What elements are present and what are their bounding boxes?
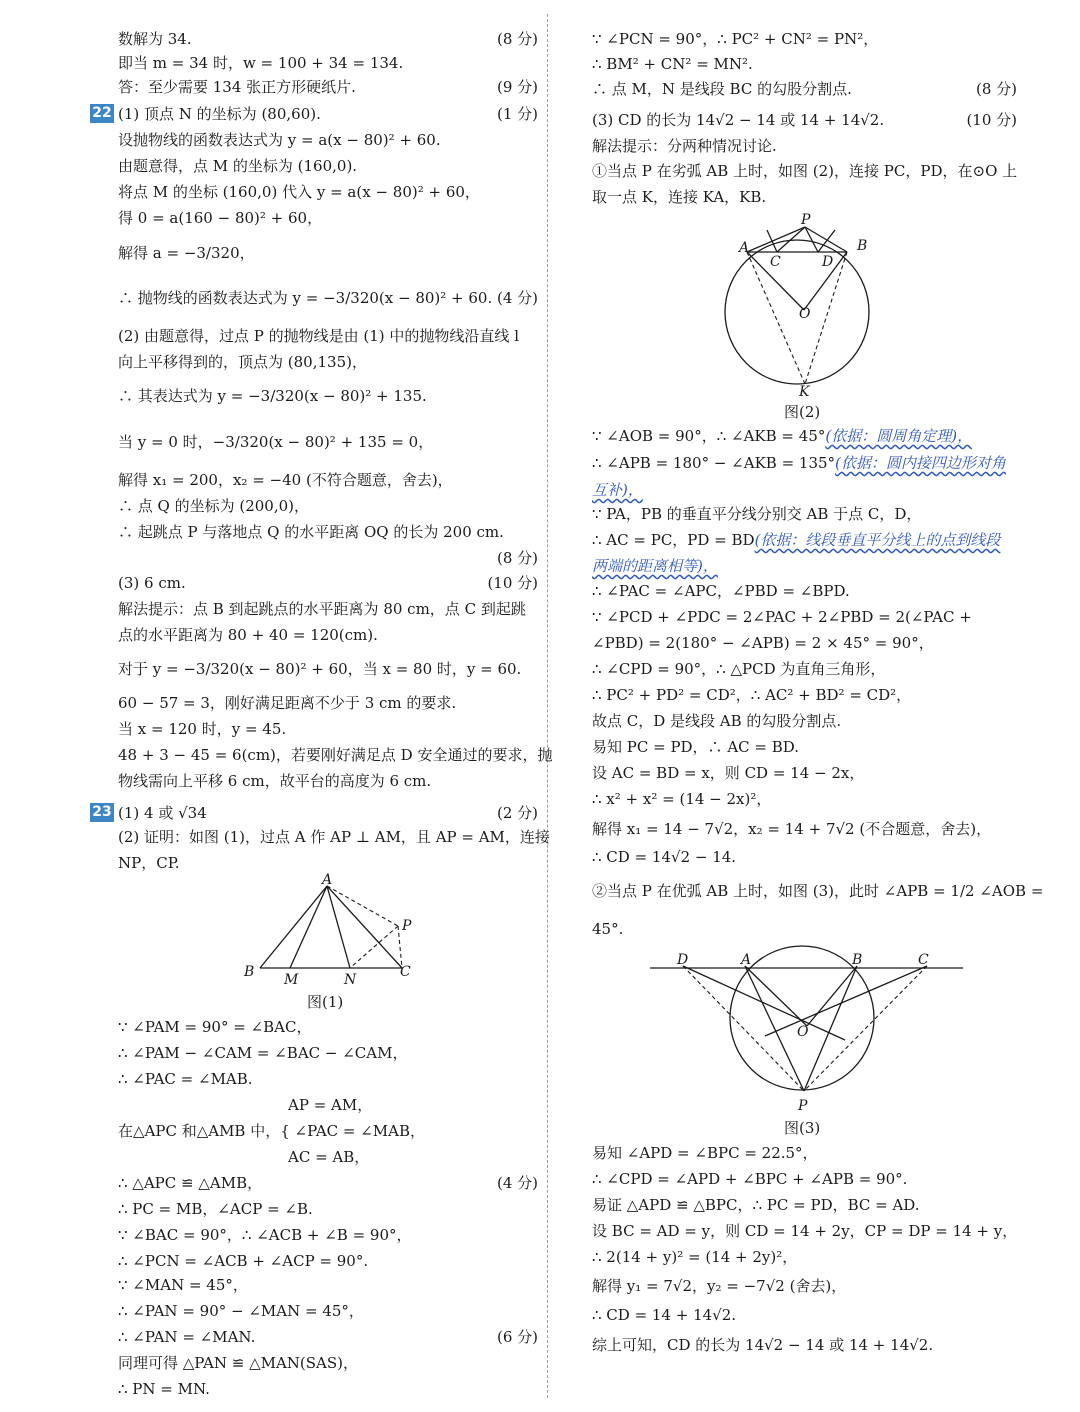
left-line-text: ∵ ∠MAN = 45°， [118, 1276, 248, 1294]
fig2-label-K: K [799, 384, 810, 400]
left-line-text: 解法提示：点 B 到起跳点的水平距离为 80 cm，点 C 到起跳 [118, 600, 526, 618]
left-line-text: (1) 4 或 √34 [118, 804, 207, 822]
left-line-text: 同理可得 △PAN ≌ △MAN(SAS)， [118, 1354, 359, 1372]
right-line [592, 425, 1017, 447]
left-line-text: (3) 6 cm. [118, 574, 186, 592]
right-line-text: 设 AC = BD = x，则 CD = 14 − 2x， [592, 764, 865, 782]
right-line-text: 解法提示：分两种情况讨论. [592, 137, 777, 155]
right-line-text: ∠PBD) = 2(180° − ∠APB) = 2 × 45° = 90°， [592, 634, 934, 652]
right-line-text: 取一点 K，连接 KA，KB. [592, 188, 767, 206]
left-line-text: 当 x = 120 时，y = 45. [118, 720, 287, 738]
left-line-text: 60 − 57 = 3，刚好满足距离不少于 3 cm 的要求. [118, 694, 457, 712]
right-line [592, 606, 1017, 628]
fig3-label-O: O [797, 1024, 809, 1040]
right-line-text: ∵ ∠PCD + ∠PDC = 2∠PAC + 2∠PBD = 2(∠PAC + [592, 608, 972, 626]
right-line-text: 解得 y₁ = 7√2，y₂ = −7√2 (舍去)， [592, 1277, 847, 1295]
left-line [118, 1352, 538, 1374]
left-line-text: (2) 由题意得，过点 P 的抛物线是由 (1) 中的抛物线沿直线 l [118, 327, 519, 345]
left-line [118, 287, 538, 309]
fig2-label-C: C [770, 254, 781, 270]
left-line-text: 数解为 34. [118, 30, 192, 48]
left-line [118, 852, 538, 874]
handwritten-note: (依据：线段垂直平分线上的点到线段 [754, 531, 1001, 549]
left-line [118, 826, 550, 848]
right-line-text: 故点 C，D 是线段 AB 的勾股分割点. [592, 712, 842, 730]
right-line-text: ②当点 P 在优弧 AB 上时，如图 (3)，此时 ∠APB = 1/2 ∠AOB = [592, 882, 1044, 900]
left-line [118, 495, 538, 517]
right-line [592, 788, 1017, 810]
left-line-text: 48 + 3 − 45 = 6(cm)，若要刚好满足点 D 安全通过的要求，抛 [118, 746, 553, 764]
left-line [118, 351, 538, 373]
score-mark: (10 分) [966, 111, 1017, 129]
right-line-text: ①当点 P 在劣弧 AB 上时，如图 (2)，连接 PC，PD，在⊙O 上 [592, 162, 1018, 180]
left-line [118, 1016, 538, 1038]
right-line-text: ∵ PA，PB 的垂直平分线分别交 AB 于点 C，D， [592, 505, 922, 523]
left-line [118, 431, 538, 453]
left-line [118, 547, 538, 569]
right-line-text: (3) CD 的长为 14√2 − 14 或 14 + 14√2. [592, 111, 885, 129]
right-line [592, 529, 1017, 551]
fig1-label-C: C [400, 964, 411, 980]
right-line [592, 160, 1017, 182]
handwritten-note: (依据：圆内接四边形对角 [835, 454, 1006, 472]
score-mark: (8 分) [496, 30, 538, 48]
left-line [118, 1198, 538, 1220]
left-line-text: ∴ 抛物线的函数表达式为 y = −3/320(x − 80)² + 60. [118, 289, 493, 307]
right-line [592, 918, 1017, 940]
left-line-text: ∴ 点 Q 的坐标为 (200,0)， [118, 497, 310, 515]
right-line [592, 53, 1017, 75]
score-mark: (4 分) [496, 1174, 538, 1192]
figure-1-caption: 图(1) [307, 993, 344, 1011]
score-mark: (4 分) [496, 289, 538, 307]
left-line [118, 658, 538, 680]
question-number-badge: 22 [90, 104, 114, 123]
left-line-text: ∴ PC = MB，∠ACP = ∠B. [118, 1200, 313, 1218]
left-line [118, 155, 538, 177]
right-line [592, 452, 1017, 474]
left-line-text: 将点 M 的坐标 (160,0) 代入 y = a(x − 80)² + 60， [118, 183, 480, 201]
right-line-text: ∴ ∠CPD = 90°，∴ △PCD 为直角三角形， [592, 660, 886, 678]
fig1-label-M: M [284, 972, 299, 988]
right-line-text: ∴ 点 M，N 是线段 BC 的勾股分割点. [592, 80, 852, 98]
score-mark: (9 分) [496, 78, 538, 96]
right-line [592, 580, 1017, 602]
left-line-text: ∴ ∠PAM − ∠CAM = ∠BAC − ∠CAM， [118, 1044, 408, 1062]
left-line-text: 物线需向上平移 6 cm，故平台的高度为 6 cm. [118, 772, 432, 790]
right-line-text: ∴ ∠APB = 180° − ∠AKB = 135° [592, 454, 836, 472]
right-line-text: ∴ ∠CPD = ∠APD + ∠BPC + ∠APB = 90°. [592, 1170, 908, 1188]
right-line-text: ∴ ∠PAC = ∠APC，∠PBD = ∠BPD. [592, 582, 850, 600]
right-line [592, 109, 1017, 131]
left-line [118, 385, 538, 407]
fig1-label-B: B [244, 964, 255, 980]
left-line-text: 对于 y = −3/320(x − 80)² + 60，当 x = 80 时，y = 60. [118, 660, 522, 678]
left-line [118, 1094, 538, 1116]
right-line-text: 易知 ∠APD = ∠BPC = 22.5°， [592, 1144, 818, 1162]
left-line [118, 1224, 538, 1246]
score-mark: (10 分) [487, 574, 538, 592]
left-line [118, 624, 538, 646]
left-line [118, 52, 538, 74]
right-line [592, 1304, 1017, 1326]
right-line-text: ∴ PC² + PD² = CD²，∴ AC² + BD² = CD²， [592, 686, 912, 704]
left-line [118, 770, 538, 792]
figure-3-caption: 图(3) [784, 1119, 821, 1137]
left-line-text: AC = AB， [288, 1148, 370, 1166]
left-line-text: 由题意得，点 M 的坐标为 (160,0). [118, 157, 358, 175]
left-line [118, 1146, 538, 1168]
right-line-text: 易知 PC = PD，∴ AC = BD. [592, 738, 800, 756]
left-line [118, 129, 538, 151]
left-line [92, 103, 538, 125]
right-line [592, 1275, 1017, 1297]
right-line [592, 1194, 1017, 1216]
fig2-label-B: B [857, 238, 868, 254]
score-mark: (1 分) [496, 105, 538, 123]
left-line [118, 1326, 538, 1348]
right-line [592, 555, 1017, 577]
fig3-label-D: D [677, 952, 689, 968]
left-line [118, 76, 538, 98]
left-line [118, 1274, 538, 1296]
fig3-label-B: B [852, 952, 863, 968]
fig3-label-C: C [918, 952, 929, 968]
score-mark: (8 分) [496, 549, 538, 567]
left-line-text: 即当 m = 34 时，w = 100 + 34 = 134. [118, 54, 404, 72]
right-line-text: ∴ AC = PC，PD = BD [592, 531, 755, 549]
left-line-text: 当 y = 0 时，−3/320(x − 80)² + 135 = 0， [118, 433, 434, 451]
right-line-text: ∴ CD = 14√2 − 14. [592, 848, 737, 866]
left-line [118, 325, 538, 347]
question-number-badge: 23 [90, 803, 114, 822]
right-line [592, 846, 1017, 868]
right-line [592, 135, 1017, 157]
right-line [592, 78, 1017, 100]
right-line [592, 658, 1017, 680]
left-line-text: ∴ △APC ≌ △AMB， [118, 1174, 263, 1192]
left-line-text: AP = AM， [288, 1096, 373, 1114]
left-line [118, 572, 538, 594]
right-line [592, 1246, 1017, 1268]
right-line-text: ∴ x² + x² = (14 − 2x)²， [592, 790, 772, 808]
right-line-text: 45°. [592, 920, 624, 938]
right-line [592, 632, 1017, 654]
left-line-text: ∴ ∠PAN = 90° − ∠MAN = 45°， [118, 1302, 364, 1320]
left-line-text: NP，CP. [118, 854, 180, 872]
right-line [592, 28, 1017, 50]
right-line-text: ∴ BM² + CN² = MN². [592, 55, 753, 73]
right-line [592, 1334, 1017, 1356]
right-line [592, 1220, 1017, 1242]
right-line-text: 解得 x₁ = 14 − 7√2，x₂ = 14 + 7√2 (不合题意，舍去)， [592, 820, 992, 838]
right-line-text: 设 BC = AD = y，则 CD = 14 + 2y，CP = DP = 14 + y， [592, 1222, 1018, 1240]
figure-2-caption: 图(2) [784, 403, 821, 421]
left-line-text: ∵ ∠BAC = 90°，∴ ∠ACB + ∠B = 90°， [118, 1226, 412, 1244]
fig2-label-A: A [739, 240, 750, 256]
right-line [592, 1168, 1017, 1190]
right-line-text: ∴ CD = 14 + 14√2. [592, 1306, 737, 1324]
right-line-text: 综上可知，CD 的长为 14√2 − 14 或 14 + 14√2. [592, 1336, 934, 1354]
right-line-text: ∵ ∠PCN = 90°，∴ PC² + CN² = PN²， [592, 30, 879, 48]
handwritten-note: 两端的距离相等)， [592, 557, 718, 575]
handwritten-note: 互补)， [592, 481, 643, 499]
left-line [118, 598, 538, 620]
handwritten-note: (依据：圆周角定理)， [825, 427, 973, 445]
left-line-text: (2) 证明：如图 (1)，过点 A 作 AP ⊥ AM，且 AP = AM，连接 [118, 828, 550, 846]
column-divider [547, 14, 548, 1398]
left-line-text: 答：至少需要 134 张正方形硬纸片. [118, 78, 356, 96]
left-line [118, 1172, 538, 1194]
left-line [118, 1300, 538, 1322]
fig1-label-N: N [344, 972, 357, 988]
figure-1 [240, 872, 430, 988]
left-line [118, 521, 538, 543]
left-line [118, 469, 538, 491]
score-mark: (2 分) [496, 804, 538, 822]
fig2-label-P: P [801, 212, 811, 228]
right-line-text: ∵ ∠AOB = 90°，∴ ∠AKB = 45° [592, 427, 826, 445]
figure-2 [725, 210, 875, 400]
right-line [592, 503, 1017, 525]
left-line-text: ∴ ∠PCN = ∠ACB + ∠ACP = 90°. [118, 1252, 369, 1270]
left-line-text: 设抛物线的函数表达式为 y = a(x − 80)² + 60. [118, 131, 441, 149]
figure-3 [645, 948, 970, 1113]
right-line [592, 684, 1017, 706]
left-line [118, 1042, 538, 1064]
right-line [592, 736, 1017, 758]
right-line [592, 186, 1017, 208]
left-line [118, 1250, 538, 1272]
left-line-text: (1) 顶点 N 的坐标为 (80,60). [118, 105, 321, 123]
right-line [592, 818, 1017, 840]
left-line [118, 181, 538, 203]
right-line-text: ∴ 2(14 + y)² = (14 + 2y)²， [592, 1248, 798, 1266]
fig2-label-O: O [799, 306, 811, 322]
left-line-text: 向上平移得到的，顶点为 (80,135)， [118, 353, 367, 371]
fig2-label-D: D [822, 254, 834, 270]
fig1-label-A: A [322, 872, 333, 888]
left-line [118, 1378, 538, 1400]
left-line-text: 解得 x₁ = 200，x₂ = −40 (不符合题意，舍去)， [118, 471, 453, 489]
left-line-text: 得 0 = a(160 − 80)² + 60， [118, 209, 323, 227]
right-line [592, 880, 1044, 902]
left-line-text: ∵ ∠PAM = 90° = ∠BAC， [118, 1018, 312, 1036]
left-line-text: ∴ ∠PAC = ∠MAB. [118, 1070, 253, 1088]
left-line-text: ∴ 起跳点 P 与落地点 Q 的水平距离 OQ 的长为 200 cm. [118, 523, 504, 541]
left-line [118, 28, 538, 50]
left-line [118, 1120, 538, 1142]
score-mark: (6 分) [496, 1328, 538, 1346]
left-line [118, 718, 538, 740]
right-line [592, 1142, 1017, 1164]
left-line-text: ∴ 其表达式为 y = −3/320(x − 80)² + 135. [118, 387, 427, 405]
left-line [118, 744, 553, 766]
right-line-text: 易证 △APD ≌ △BPC，∴ PC = PD，BC = AD. [592, 1196, 920, 1214]
left-line-text: 点的水平距离为 80 + 40 = 120(cm). [118, 626, 378, 644]
left-line [118, 692, 538, 714]
left-line [118, 207, 538, 229]
left-line [92, 802, 538, 824]
left-line-text: ∴ PN = MN. [118, 1380, 210, 1398]
right-line [592, 479, 1017, 501]
fig3-label-P: P [798, 1098, 808, 1114]
fig3-label-A: A [741, 952, 752, 968]
score-mark: (8 分) [975, 80, 1017, 98]
left-line-text: 解得 a = −3/320， [118, 244, 255, 262]
left-line [118, 1068, 538, 1090]
left-line-text: ∴ ∠PAN = ∠MAN. [118, 1328, 256, 1346]
left-line [118, 242, 538, 264]
fig1-label-P: P [402, 918, 412, 934]
right-line [592, 710, 1017, 732]
left-line-text: 在△APC 和△AMB 中，{ ∠PAC = ∠MAB， [118, 1122, 426, 1140]
right-line [592, 762, 1017, 784]
